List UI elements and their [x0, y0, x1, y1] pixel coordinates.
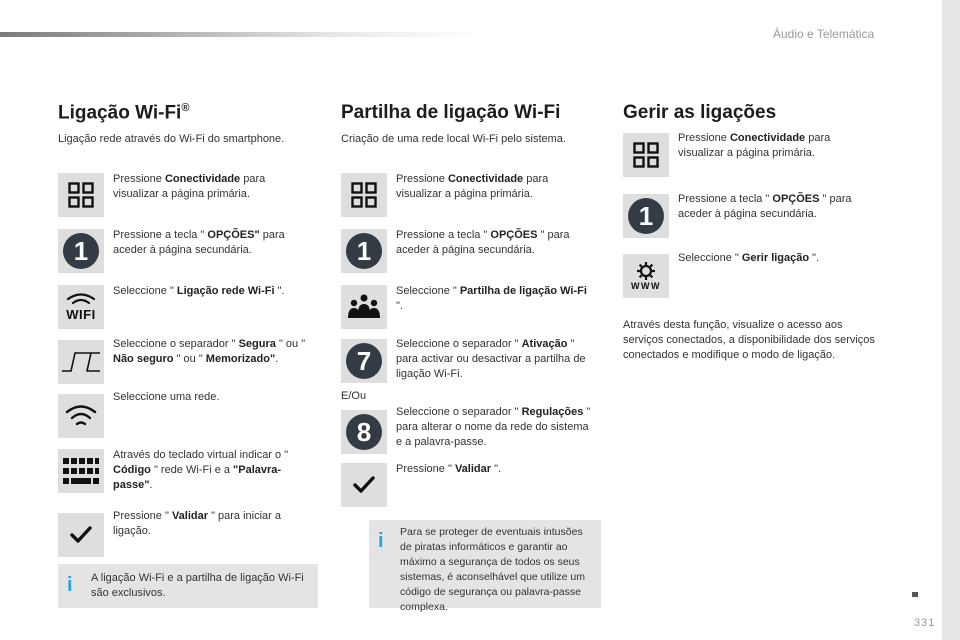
- col2-intro: Criação de uma rede local Wi-Fi pelo sistema.: [341, 133, 566, 145]
- col3-title: Gerir as ligações: [623, 102, 777, 123]
- gear-www-icon: WWW: [623, 254, 669, 298]
- connectivity-grid-icon: [58, 173, 104, 217]
- number-7-icon: 7: [341, 339, 387, 383]
- keyboard-icon: [58, 449, 104, 493]
- options-1-icon: 1: [58, 229, 104, 273]
- col2-info-box: [369, 520, 601, 613]
- col1-step2: Pressione a tecla " OPÇÕES" para aceder à página secundária.: [113, 229, 285, 256]
- col2-step3: Seleccione " Partilha de ligação Wi-Fi ".: [396, 285, 587, 312]
- col2-step4: Seleccione o separador " Ativação " para activar ou desactivar a partilha de ligação Wi-Fi.: [396, 338, 586, 380]
- or-label: E/Ou: [341, 390, 367, 402]
- col3-step3: Seleccione " Gerir ligação ".: [678, 252, 820, 264]
- connectivity-grid-icon: [341, 173, 387, 217]
- col1-title: Ligação Wi-Fi®: [58, 102, 190, 124]
- info-icon: i: [67, 574, 73, 596]
- info-icon: i: [378, 530, 384, 552]
- number-8-icon: 8: [341, 410, 387, 454]
- col3-step1: Pressione Conectividade para visualizar a página primária.: [678, 132, 831, 159]
- wifi-icon: WIFI: [58, 285, 104, 329]
- col2-step2: Pressione a tecla " OPÇÕES " para aceder à página secundária.: [396, 229, 570, 256]
- col2-step1: Pressione Conectividade para visualizar a página primária.: [396, 173, 549, 200]
- col2-info-text: Para se proteger de eventuais intusões de piratas informáticos e garantir ao máximo a segurança de todos os seus sistemas, é aconselhável que utilize um código de segurança ou palavra-passe complexa.: [400, 526, 586, 613]
- wifi-signal-icon: [58, 394, 104, 438]
- options-1-icon: 1: [341, 229, 387, 273]
- col1-info-box: [58, 564, 318, 608]
- col2-step5: Seleccione o separador " Regulações " para alterar o nome da rede do sistema e a palavra-passe.: [396, 406, 591, 448]
- tab-separator-icon: [58, 340, 104, 384]
- col1-step5: Seleccione uma rede.: [113, 391, 220, 403]
- header-gradient-bar: [0, 32, 480, 37]
- col1-info-text: A ligação Wi-Fi e a partilha de ligação Wi-Fi são exclusivos.: [91, 572, 304, 599]
- col2-step6: Pressione " Validar ".: [396, 463, 502, 475]
- checkmark-icon: [58, 513, 104, 557]
- checkmark-icon: [341, 463, 387, 507]
- col1-step6: Através do teclado virtual indicar o " Código " rede Wi-Fi e a "Palavra-passe".: [113, 449, 289, 491]
- people-share-icon: [341, 285, 387, 329]
- page-marker: [912, 592, 918, 597]
- col2-title: Partilha de ligação Wi-Fi: [341, 102, 561, 123]
- options-1-icon: 1: [623, 194, 669, 238]
- col3-body: Através desta função, visualize o acesso aos serviços conectados, a disponibilidade dos serviços conectados e modifique o modo de ligação.: [623, 319, 875, 361]
- connectivity-grid-icon: [623, 133, 669, 177]
- col1-intro: Ligação rede através do Wi-Fi do smartphone.: [58, 133, 285, 145]
- col1-step1: Pressione Conectividade para visualizar a página primária.: [113, 173, 266, 200]
- col1-step7: Pressione " Validar " para iniciar a ligação.: [113, 510, 282, 537]
- col1-step3: Seleccione " Ligação rede Wi-Fi ".: [113, 285, 285, 297]
- col3-step2: Pressione a tecla " OPÇÕES " para aceder à página secundária.: [678, 193, 852, 220]
- page-number: 331: [914, 617, 936, 629]
- col1-step4: Seleccione o separador " Segura " ou " Não seguro " ou " Memorizado".: [113, 338, 306, 365]
- page-edge-tab: [942, 0, 960, 640]
- section-title: Áudio e Telemática: [773, 27, 875, 41]
